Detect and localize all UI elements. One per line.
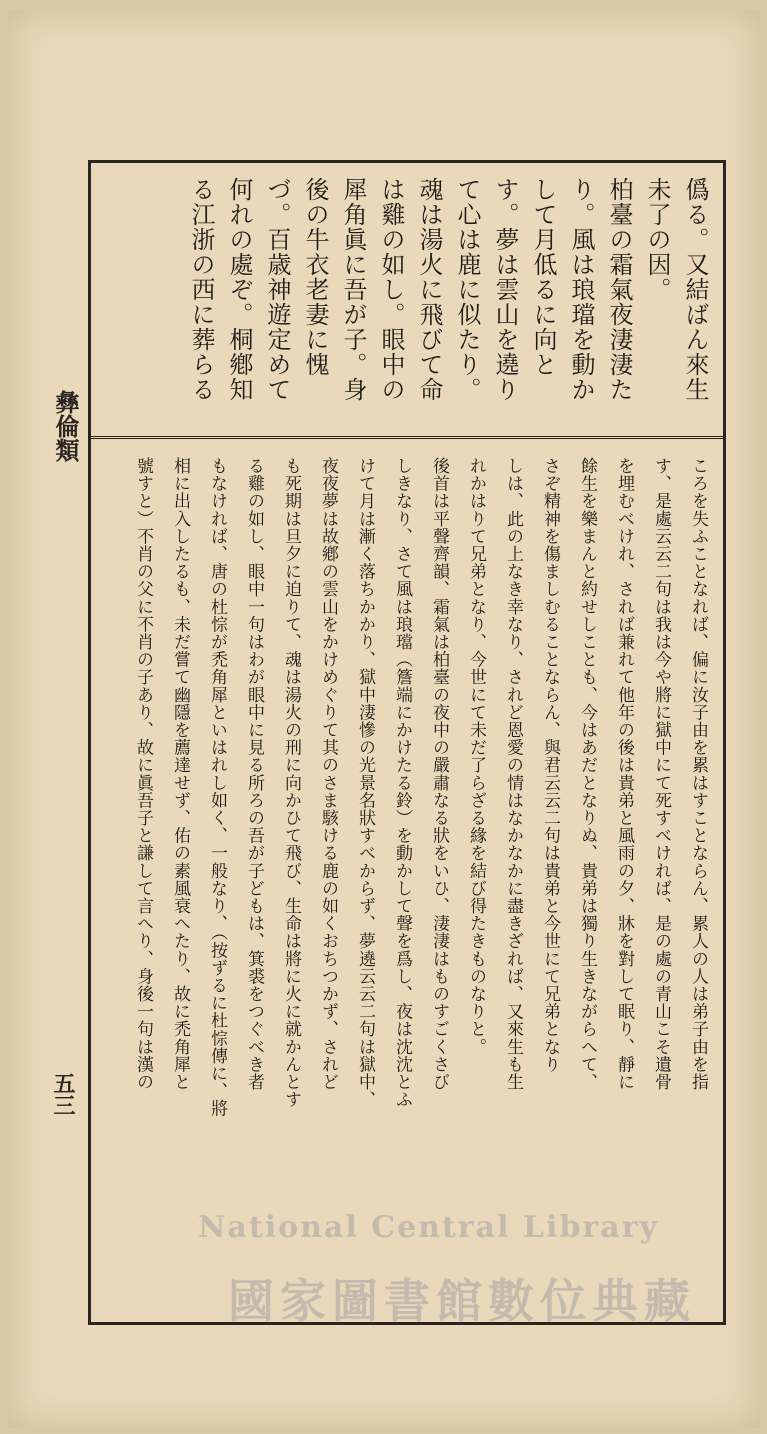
commentary-column: 相に出入したるも、未だ嘗て幽隱を薦達せず、佑の素風衰へたり、故に禿角犀と: [170, 457, 190, 1091]
commentary-column: ころを失ふことなれば、偏に汝子由を累はすことならん、累人の人は弟子由を指: [688, 457, 708, 1091]
commentary-column: しきなり、さて風は琅璫（簷端にかけたる鈴）を動かして聲を爲し、夜は沈沈とふ: [392, 457, 412, 1109]
verse-column: 何れの處ぞ。桐鄕知: [225, 177, 253, 402]
page-number: 五三: [50, 1072, 76, 1116]
commentary-column: す、是處云云二句は我は今や將に獄中にて死すべければ、是の處の青山こそ遺骨: [651, 457, 671, 1091]
verse-box: [91, 163, 723, 439]
commentary-column: 餘生を樂まんと約せしことも、今はあだとなりぬ、貴弟は獨り生きながらへて、: [577, 457, 597, 1091]
verse-column: 犀角眞に吾が子。身: [339, 177, 367, 402]
verse-column: づ。百歳神遊定めて: [263, 177, 291, 402]
verse-column: 柏臺の霜氣夜淒淒た: [605, 177, 633, 402]
verse-column: る江浙の西に葬らる: [187, 177, 215, 402]
commentary-column: れかはりて兄弟となり、今世にて未だ了らざる緣を結び得たきものなりと。: [466, 457, 486, 1056]
verse-column: す。夢は雲山を遶り: [491, 177, 519, 402]
watermark-chinese: 國家圖書館數位典藏: [228, 1274, 696, 1328]
watermark-english: National Central Library: [198, 1210, 659, 1245]
verse-column: 魂は湯火に飛びて命: [415, 177, 443, 402]
book-page: [8, 10, 760, 1428]
verse-column: は雞の如し。眼中の: [377, 177, 405, 402]
commentary-column: もなければ、唐の杜悰が禿角犀といはれし如く、一般なり、（按ずるに杜悰傳に、將: [207, 457, 227, 1118]
commentary-column: も死期は旦夕に迫りて、魂は湯火の刑に向かひて飛び、生命は將に火に就かんとす: [281, 457, 301, 1109]
verse-column: り。風は琅璫を動か: [567, 177, 595, 402]
commentary-column: 夜夜夢は故鄕の雲山をかけめぐりて其のさま駭ける鹿の如くおちつかず、されど: [318, 457, 338, 1091]
commentary-column: る雞の如し、眼中一句はわが眼中に見る所ろの吾が子どもは、箕裘をつぐべき者: [244, 457, 264, 1091]
commentary-area: [91, 439, 723, 1322]
running-title: 彝倫類: [51, 390, 80, 462]
text-frame: [88, 160, 726, 1325]
commentary-column: しは、此の上なき幸なり、されど恩愛の情はなかなかに盡きざれば、又來生も生: [503, 457, 523, 1091]
verse-column: 未了の因。: [643, 177, 671, 302]
commentary-column: を埋むべけれ、されば兼れて他年の後は貴弟と風雨の夕、牀を對して眠り、靜に: [614, 457, 634, 1091]
verse-column: て心は鹿に似たり。: [453, 177, 481, 402]
commentary-column: 號すと）不肖の父に不肖の子あり、故に眞吾子と謙して言へり、身後一句は漢の: [133, 457, 153, 1091]
verse-column: 後の牛衣老妻に愧: [301, 177, 329, 377]
commentary-column: けて月は漸く落ちかかり、獄中淒慘の光景名狀すべからず、夢遶云云二句は獄中、: [355, 457, 375, 1109]
verse-column: 僞る。又結ばん來生: [681, 177, 709, 402]
verse-column: して月低るに向と: [529, 177, 557, 377]
commentary-column: さぞ精神を傷ましむることならん、與君云云二句は貴弟と今世にて兄弟となり: [540, 457, 560, 1073]
commentary-column: 後首は平聲齊韻、霜氣は柏臺の夜中の嚴肅なる狀をいひ、淒淒はものすごくさび: [429, 457, 449, 1091]
